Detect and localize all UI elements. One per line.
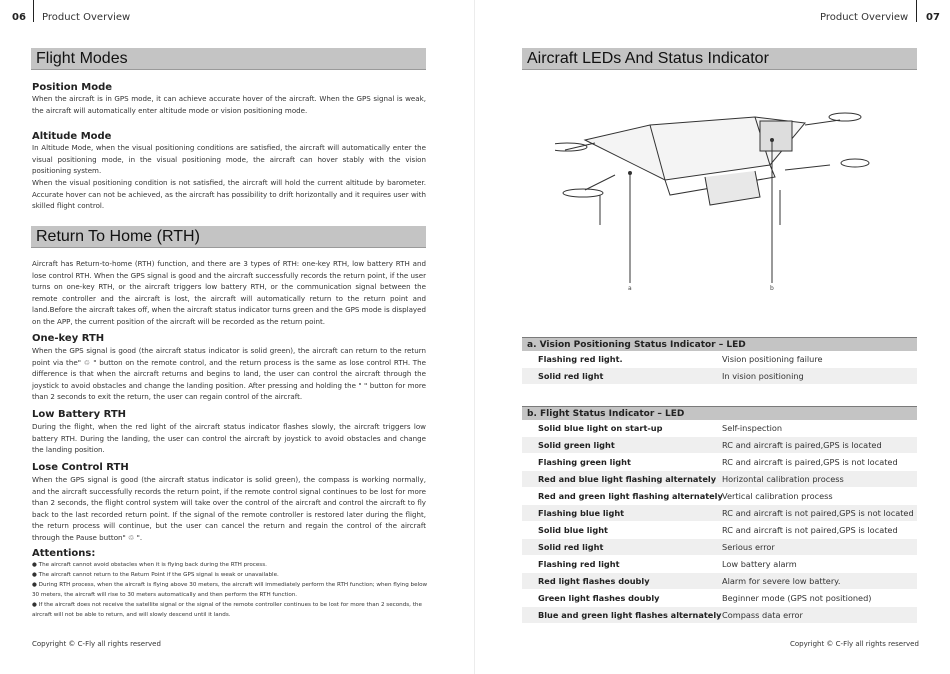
table-row: Solid red light Serious error [522,539,917,556]
table-row: Red and green light flashing alternately Vertical calibration process [522,488,917,505]
footer-copyright: Copyright © C-Fly all rights reserved [32,640,161,648]
subheading: Altitude Mode [32,131,112,142]
subheading: One-key RTH [32,333,105,344]
table-row: Solid green light RC and aircraft is paired,GPS is located [522,437,917,454]
aircraft-diagram [555,95,875,295]
diagram-label-a: a [628,285,632,292]
list-item: ● The aircraft cannot avoid obstacles when it is flying back during the RTH process. [32,562,267,568]
subheading: Low Battery RTH [32,409,127,420]
section-heading: Return To Home (RTH) [31,226,426,248]
paragraph: In Altitude Mode, when the visual positioning conditions are satisfied, the aircraft will automatically enter the visual positioning mode, in the visual positioning mode, the aircraft can hover stably with the vision positioning system. [32,143,426,176]
list-item: ● If the aircraft does not receive the satellite signal or the signal of the remote controller continues to be lost for more than 2 seconds, the aircraft will not be able to return, and will slowly descend until it lands. [32,602,422,618]
paragraph: Aircraft has Return-to-home (RTH) function, and there are 3 types of RTH: one-key RTH, low battery RTH and lose control RTH. When the GPS signal is good and the aircraft successfully records the return point, if the user turns on one-key RTH, or the aircraft triggers low battery RTH, or the communication signal between the remote controller and the aircraft is lost, the aircraft will automatically return to the return point and land.Before the aircraft takes off, when the aircraft status indicator turns green and the GPS mode is displayed on the APP, the current position of the aircraft will be recorded as the return point. [32,259,426,326]
table-row: Solid red light In vision positioning [522,368,917,385]
section-heading: Aircraft LEDs And Status Indicator [522,48,917,70]
footer-copyright: Copyright © C-Fly all rights reserved [790,640,919,648]
flight-status-table [522,406,917,624]
paragraph: When the GPS signal is good (the aircraft status indicator is solid green), the compass is working normally, and the aircraft successfully records the return point, if the remote control signal continues to be lost for more than 2 seconds, the flight control system will take over the control of the aircraft and control the aircraft to fly back to the last recorded return point. If the signal of the remote controller is restored later during the flight, the return process will continue, but the user can cancel the return and regain the control of the aircraft through the Pause button" ♲ ". [32,475,426,542]
header-divider [33,0,34,22]
paragraph: During the flight, when the red light of the aircraft status indicator flashes slowly, the aircraft triggers low battery RTH. During the landing, the user can control the aircraft by joystick to avoid obstacles and change the landing position. [32,422,426,455]
table-row: Flashing green light RC and aircraft is paired,GPS is not located [522,454,917,471]
subheading: Position Mode [32,82,113,93]
table-title: a. Vision Positioning Status Indicator – LED [522,337,917,351]
table-row: Flashing red light. Vision positioning failure [522,351,917,368]
table-title: b. Flight Status Indicator – LED [522,406,917,420]
subheading: Lose Control RTH [32,462,129,473]
header-title: Product Overview [820,12,909,23]
table-row: Green light flashes doubly Beginner mode (GPS not positioned) [522,590,917,607]
page-number: 07 [926,12,940,23]
header-title: Product Overview [42,12,131,23]
page-number: 06 [12,12,26,23]
table-row: Flashing red light Low battery alarm [522,556,917,573]
table-row: Solid blue light on start-up Self-inspection [522,420,917,437]
vision-status-table [522,337,917,385]
paragraph: When the aircraft is in GPS mode, it can achieve accurate hover of the aircraft. When the GPS signal is weak, the aircraft will automatically enter altitude mode or vision positioning mode. [32,94,426,115]
table-row: Red and blue light flashing alternately Horizontal calibration process [522,471,917,488]
table-row: Flashing blue light RC and aircraft is not paired,GPS is not located [522,505,917,522]
list-item: ● During RTH process, when the aircraft is flying above 30 meters, the aircraft will immediately perform the RTH function; when flying below 30 meters, the aircraft will rise to 30 meters automatically and then perform the RTH function. [32,582,428,598]
paragraph: When the GPS signal is good (the aircraft status indicator is solid green), the aircraft can return to the return point via the" ♲ " button on the remote control, and the return process is the same as lose control RTH. The difference is that when the aircraft returns and begins to land, the user can control the aircraft through the joystick to avoid obstacles and change the landing position. After pressing and holding the " " button for more than 2 seconds to exit the return, the user can regain control of the aircraft. [32,346,426,402]
paragraph: When the visual positioning condition is not satisfied, the aircraft will hold the current altitude by barometer. Accurate hover can not be achieved, as the aircraft has possibility to drift horizontally and it requires user with skilled flight control. [32,178,426,211]
attentions-list [32,560,428,620]
table-row: Solid blue light RC and aircraft is not paired,GPS is located [522,522,917,539]
table-row: Blue and green light flashes alternately Compass data error [522,607,917,624]
table-row: Red light flashes doubly Alarm for severe low battery. [522,573,917,590]
header-divider [916,0,917,22]
attentions-title: Attentions: [32,548,96,559]
list-item: ● The aircraft cannot return to the Return Point if the GPS signal is weak or unavailable. [32,572,279,578]
section-heading: Flight Modes [31,48,426,70]
diagram-label-b: b [770,285,774,292]
